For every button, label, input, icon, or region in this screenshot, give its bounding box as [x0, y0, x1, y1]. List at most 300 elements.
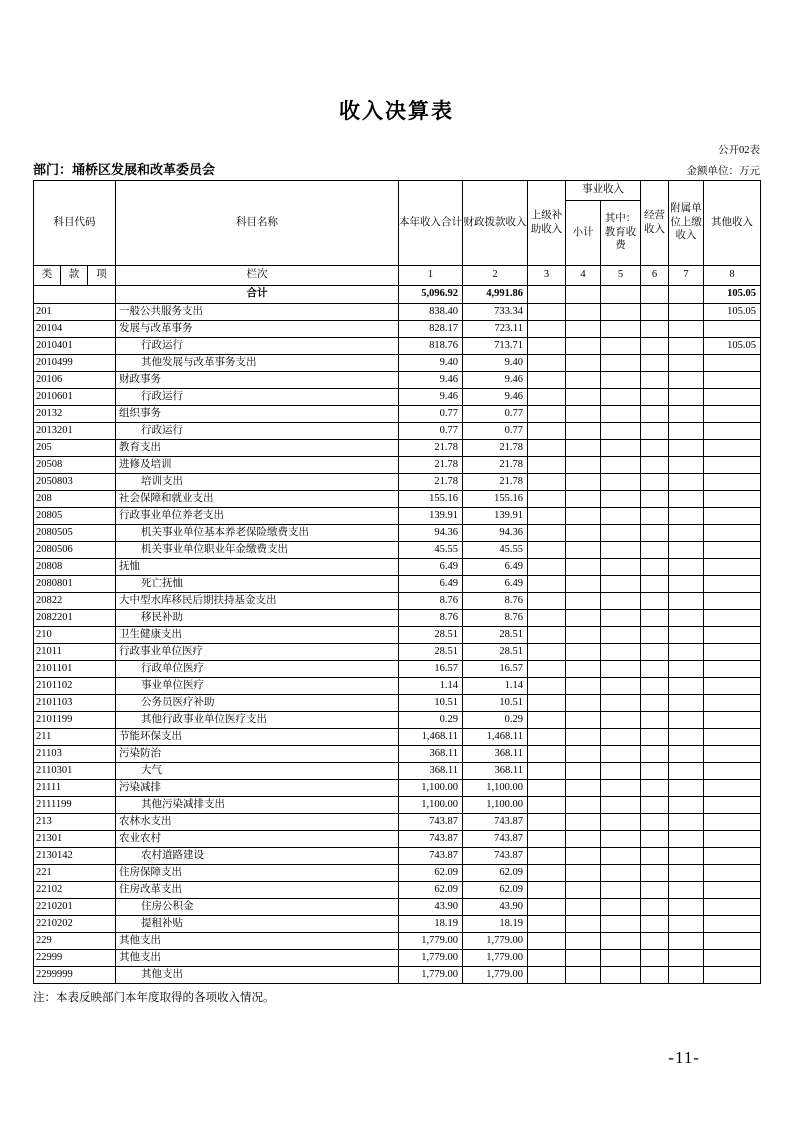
row-value: [669, 405, 704, 422]
row-value: [641, 660, 669, 677]
row-value: [601, 456, 641, 473]
row-value: [704, 660, 761, 677]
row-value: [601, 371, 641, 388]
row-value: [528, 439, 566, 456]
row-name: 行政单位医疗: [116, 660, 399, 677]
row-value: [528, 371, 566, 388]
row-value: [669, 728, 704, 745]
row-value: [528, 915, 566, 932]
row-value: [528, 677, 566, 694]
row-value: [528, 541, 566, 558]
row-name: 住房改革支出: [116, 881, 399, 898]
row-value: [669, 932, 704, 949]
row-name: 其他支出: [116, 932, 399, 949]
row-code: 20508: [34, 456, 116, 473]
row-name: 卫生健康支出: [116, 626, 399, 643]
row-value: [704, 541, 761, 558]
row-value: [601, 966, 641, 983]
row-value: 743.87: [463, 847, 528, 864]
row-name: 抚恤: [116, 558, 399, 575]
row-value: 1,779.00: [463, 966, 528, 983]
row-value: [641, 473, 669, 490]
row-value: [601, 830, 641, 847]
row-value: 21.78: [399, 473, 463, 490]
row-value: 0.77: [399, 422, 463, 439]
row-value: [528, 847, 566, 864]
row-value: [528, 728, 566, 745]
row-code: 2080505: [34, 524, 116, 541]
row-value: 9.46: [463, 371, 528, 388]
row-value: 155.16: [463, 490, 528, 507]
row-value: [601, 694, 641, 711]
row-value: [669, 490, 704, 507]
row-value: [641, 745, 669, 762]
row-value: 21.78: [399, 439, 463, 456]
table-row: [34, 354, 761, 371]
header-fiscal-grant: 财政拨款收入: [463, 180, 528, 265]
row-value: [528, 354, 566, 371]
row-value: [601, 898, 641, 915]
row-name: 行政运行: [116, 337, 399, 354]
row-code: 21111: [34, 779, 116, 796]
row-value: [528, 558, 566, 575]
header-superior-subsidy: 上级补助收入: [528, 180, 566, 265]
row-code: 2050803: [34, 473, 116, 490]
row-value: [601, 779, 641, 796]
row-name: 进修及培训: [116, 456, 399, 473]
row-name: 其他支出: [116, 949, 399, 966]
row-value: [601, 337, 641, 354]
row-value: [704, 422, 761, 439]
row-value: [669, 643, 704, 660]
row-value: 8.76: [399, 592, 463, 609]
row-value: 28.51: [399, 643, 463, 660]
row-value: [528, 949, 566, 966]
row-value: [669, 320, 704, 337]
row-value: [566, 388, 601, 405]
row-code: 2210202: [34, 915, 116, 932]
row-name: 发展与改革事务: [116, 320, 399, 337]
row-value: 16.57: [399, 660, 463, 677]
table-row: [34, 643, 761, 660]
row-value: [528, 405, 566, 422]
row-name: 行政运行: [116, 422, 399, 439]
table-row: [34, 864, 761, 881]
row-value: [601, 643, 641, 660]
row-value: 828.17: [399, 320, 463, 337]
row-value: 45.55: [399, 541, 463, 558]
row-name: 财政事务: [116, 371, 399, 388]
row-name: 污染防治: [116, 745, 399, 762]
row-code: 211: [34, 728, 116, 745]
row-value: [528, 694, 566, 711]
table-row: [34, 779, 761, 796]
row-name: 住房保障支出: [116, 864, 399, 881]
row-value: [601, 626, 641, 643]
row-value: 6.49: [399, 558, 463, 575]
row-value: 733.34: [463, 303, 528, 320]
total-value: 5,096.92: [399, 285, 463, 303]
row-value: 1,779.00: [399, 932, 463, 949]
row-value: [641, 507, 669, 524]
row-value: [641, 949, 669, 966]
row-value: 8.76: [463, 609, 528, 626]
row-name: 行政运行: [116, 388, 399, 405]
row-value: 21.78: [463, 473, 528, 490]
row-value: [601, 422, 641, 439]
row-code: 2013201: [34, 422, 116, 439]
row-name: 住房公积金: [116, 898, 399, 915]
row-value: [704, 575, 761, 592]
total-value: [641, 285, 669, 303]
table-row: [34, 711, 761, 728]
row-value: [641, 592, 669, 609]
row-value: [641, 422, 669, 439]
row-value: [528, 422, 566, 439]
row-value: [641, 337, 669, 354]
total-value: 4,991.86: [463, 285, 528, 303]
row-value: 6.49: [399, 575, 463, 592]
row-value: 94.36: [463, 524, 528, 541]
row-value: [528, 898, 566, 915]
row-value: 139.91: [399, 507, 463, 524]
total-value: [601, 285, 641, 303]
row-value: [566, 694, 601, 711]
row-value: [566, 592, 601, 609]
row-code: 2210201: [34, 898, 116, 915]
row-value: 10.51: [399, 694, 463, 711]
row-value: [528, 932, 566, 949]
total-code-blank: [34, 285, 116, 303]
row-name: 机关事业单位基本养老保险缴费支出: [116, 524, 399, 541]
table-row: [34, 694, 761, 711]
row-name: 死亡抚恤: [116, 575, 399, 592]
row-value: [641, 677, 669, 694]
row-name: 其他行政事业单位医疗支出: [116, 711, 399, 728]
row-value: [601, 762, 641, 779]
row-value: [704, 966, 761, 983]
row-value: [601, 524, 641, 541]
row-value: 139.91: [463, 507, 528, 524]
header-row-lanci: [34, 265, 761, 285]
table-row: [34, 405, 761, 422]
row-value: [566, 949, 601, 966]
row-value: 6.49: [463, 575, 528, 592]
row-value: 0.77: [399, 405, 463, 422]
row-value: 9.46: [463, 388, 528, 405]
row-value: 0.29: [463, 711, 528, 728]
row-value: [601, 728, 641, 745]
row-value: [641, 881, 669, 898]
row-value: [528, 643, 566, 660]
row-code: 20805: [34, 507, 116, 524]
row-value: 62.09: [463, 864, 528, 881]
row-value: [528, 660, 566, 677]
row-value: [566, 847, 601, 864]
row-value: [566, 303, 601, 320]
row-value: [566, 745, 601, 762]
row-code: 2130142: [34, 847, 116, 864]
row-value: [528, 507, 566, 524]
row-code: 22999: [34, 949, 116, 966]
row-value: 1,100.00: [399, 779, 463, 796]
row-value: [528, 830, 566, 847]
row-value: [704, 779, 761, 796]
row-value: [704, 439, 761, 456]
row-value: [566, 320, 601, 337]
row-value: [601, 473, 641, 490]
table-code-label: 公开02表: [718, 145, 760, 156]
total-value: [669, 285, 704, 303]
row-value: [669, 677, 704, 694]
row-value: 45.55: [463, 541, 528, 558]
row-value: [528, 320, 566, 337]
table-row: [34, 422, 761, 439]
row-value: [641, 405, 669, 422]
row-value: [704, 847, 761, 864]
row-value: 94.36: [399, 524, 463, 541]
row-value: [601, 915, 641, 932]
row-value: 1,100.00: [463, 779, 528, 796]
row-value: [528, 779, 566, 796]
row-value: [641, 728, 669, 745]
row-value: 16.57: [463, 660, 528, 677]
row-value: [601, 711, 641, 728]
row-code: 2010499: [34, 354, 116, 371]
row-code: 2082201: [34, 609, 116, 626]
row-value: [566, 898, 601, 915]
row-value: [704, 405, 761, 422]
total-value: [528, 285, 566, 303]
row-value: [528, 813, 566, 830]
row-value: [601, 354, 641, 371]
row-value: 155.16: [399, 490, 463, 507]
table-row: [34, 558, 761, 575]
row-code: 201: [34, 303, 116, 320]
row-name: 移民补助: [116, 609, 399, 626]
row-value: 28.51: [399, 626, 463, 643]
row-value: [641, 864, 669, 881]
row-value: [641, 762, 669, 779]
header-subject-name: 科目名称: [116, 180, 399, 265]
row-value: 21.78: [463, 456, 528, 473]
table-row: [34, 490, 761, 507]
header-code-section: 款: [61, 265, 88, 285]
row-code: 20132: [34, 405, 116, 422]
row-value: 0.29: [399, 711, 463, 728]
row-value: 1.14: [399, 677, 463, 694]
row-value: 8.76: [463, 592, 528, 609]
row-value: [566, 711, 601, 728]
row-value: [566, 524, 601, 541]
row-value: 8.76: [399, 609, 463, 626]
row-value: [601, 439, 641, 456]
row-code: 21301: [34, 830, 116, 847]
row-code: 20104: [34, 320, 116, 337]
row-value: [669, 898, 704, 915]
row-value: 713.71: [463, 337, 528, 354]
row-value: [704, 388, 761, 405]
row-value: [641, 456, 669, 473]
row-name: 农村道路建设: [116, 847, 399, 864]
row-value: [669, 796, 704, 813]
row-code: 2101199: [34, 711, 116, 728]
row-value: [601, 677, 641, 694]
row-value: [669, 575, 704, 592]
row-value: [704, 609, 761, 626]
row-value: [704, 745, 761, 762]
row-value: [566, 473, 601, 490]
table-row: [34, 303, 761, 320]
row-value: 368.11: [463, 745, 528, 762]
row-value: [601, 881, 641, 898]
row-value: [704, 643, 761, 660]
row-value: [528, 864, 566, 881]
row-value: [669, 558, 704, 575]
header-business-subtotal: 小计: [566, 200, 601, 265]
row-value: 9.40: [399, 354, 463, 371]
row-value: 1,100.00: [463, 796, 528, 813]
row-value: [669, 626, 704, 643]
row-value: [566, 405, 601, 422]
row-value: 9.40: [463, 354, 528, 371]
row-code: 2010401: [34, 337, 116, 354]
row-value: [601, 303, 641, 320]
row-value: [601, 660, 641, 677]
table-row: [34, 966, 761, 983]
column-number: 8: [704, 265, 761, 285]
row-value: 18.19: [463, 915, 528, 932]
row-value: [704, 677, 761, 694]
row-value: [566, 422, 601, 439]
row-value: 818.76: [399, 337, 463, 354]
row-value: [566, 915, 601, 932]
row-value: [566, 541, 601, 558]
row-value: 1,779.00: [399, 949, 463, 966]
row-value: [641, 813, 669, 830]
row-value: [669, 541, 704, 558]
row-value: [669, 881, 704, 898]
row-value: [566, 779, 601, 796]
row-value: [566, 830, 601, 847]
table-row: [34, 507, 761, 524]
row-value: [641, 779, 669, 796]
row-value: [601, 490, 641, 507]
row-value: [669, 864, 704, 881]
row-value: [528, 524, 566, 541]
row-value: [566, 796, 601, 813]
row-value: [601, 864, 641, 881]
total-row: [34, 285, 761, 303]
row-code: 20822: [34, 592, 116, 609]
row-value: [641, 694, 669, 711]
column-number: 2: [463, 265, 528, 285]
row-value: 743.87: [463, 830, 528, 847]
total-value: 105.05: [704, 285, 761, 303]
row-value: [669, 813, 704, 830]
row-value: [601, 592, 641, 609]
header-business-income: 事业收入: [566, 180, 641, 200]
row-value: [566, 728, 601, 745]
row-value: [669, 592, 704, 609]
row-value: [641, 541, 669, 558]
row-value: [528, 762, 566, 779]
row-value: [704, 915, 761, 932]
table-row: [34, 592, 761, 609]
row-name: 其他发展与改革事务支出: [116, 354, 399, 371]
table-row: [34, 320, 761, 337]
row-name: 行政事业单位养老支出: [116, 507, 399, 524]
row-value: [528, 626, 566, 643]
row-value: [601, 541, 641, 558]
row-value: [669, 966, 704, 983]
row-value: [601, 405, 641, 422]
footnote: 注：本表反映部门本年度取得的各项收入情况。: [33, 991, 275, 1004]
row-value: [669, 473, 704, 490]
row-value: [528, 337, 566, 354]
column-number: 6: [641, 265, 669, 285]
row-value: [601, 609, 641, 626]
row-value: [669, 949, 704, 966]
row-value: [641, 966, 669, 983]
table-row: [34, 745, 761, 762]
header-row-top: [34, 180, 761, 200]
row-value: [641, 626, 669, 643]
row-value: 1,100.00: [399, 796, 463, 813]
row-value: [704, 813, 761, 830]
row-code: 2010601: [34, 388, 116, 405]
total-value: [566, 285, 601, 303]
row-value: [601, 558, 641, 575]
header-business-edu: 其中：教育收费: [601, 200, 641, 265]
row-value: [601, 320, 641, 337]
table-row: [34, 915, 761, 932]
row-code: 20106: [34, 371, 116, 388]
row-value: 1.14: [463, 677, 528, 694]
column-number: 7: [669, 265, 704, 285]
row-value: [704, 354, 761, 371]
row-code: 221: [34, 864, 116, 881]
table-row: [34, 371, 761, 388]
row-value: [601, 507, 641, 524]
row-value: [669, 456, 704, 473]
row-value: 368.11: [463, 762, 528, 779]
table-row: [34, 388, 761, 405]
row-value: [669, 915, 704, 932]
row-value: [669, 779, 704, 796]
table-row: [34, 541, 761, 558]
row-value: [641, 830, 669, 847]
row-value: [704, 864, 761, 881]
row-name: 节能环保支出: [116, 728, 399, 745]
table-row: [34, 439, 761, 456]
row-value: [601, 796, 641, 813]
row-value: [528, 711, 566, 728]
row-value: [528, 388, 566, 405]
table-row: [34, 881, 761, 898]
row-value: [669, 388, 704, 405]
row-value: [704, 830, 761, 847]
row-name: 社会保障和就业支出: [116, 490, 399, 507]
row-value: [669, 524, 704, 541]
row-value: [566, 626, 601, 643]
row-value: [704, 524, 761, 541]
row-code: 2111199: [34, 796, 116, 813]
row-value: 1,468.11: [399, 728, 463, 745]
row-value: 62.09: [399, 864, 463, 881]
header-code-class: 类: [34, 265, 61, 285]
row-value: [669, 354, 704, 371]
